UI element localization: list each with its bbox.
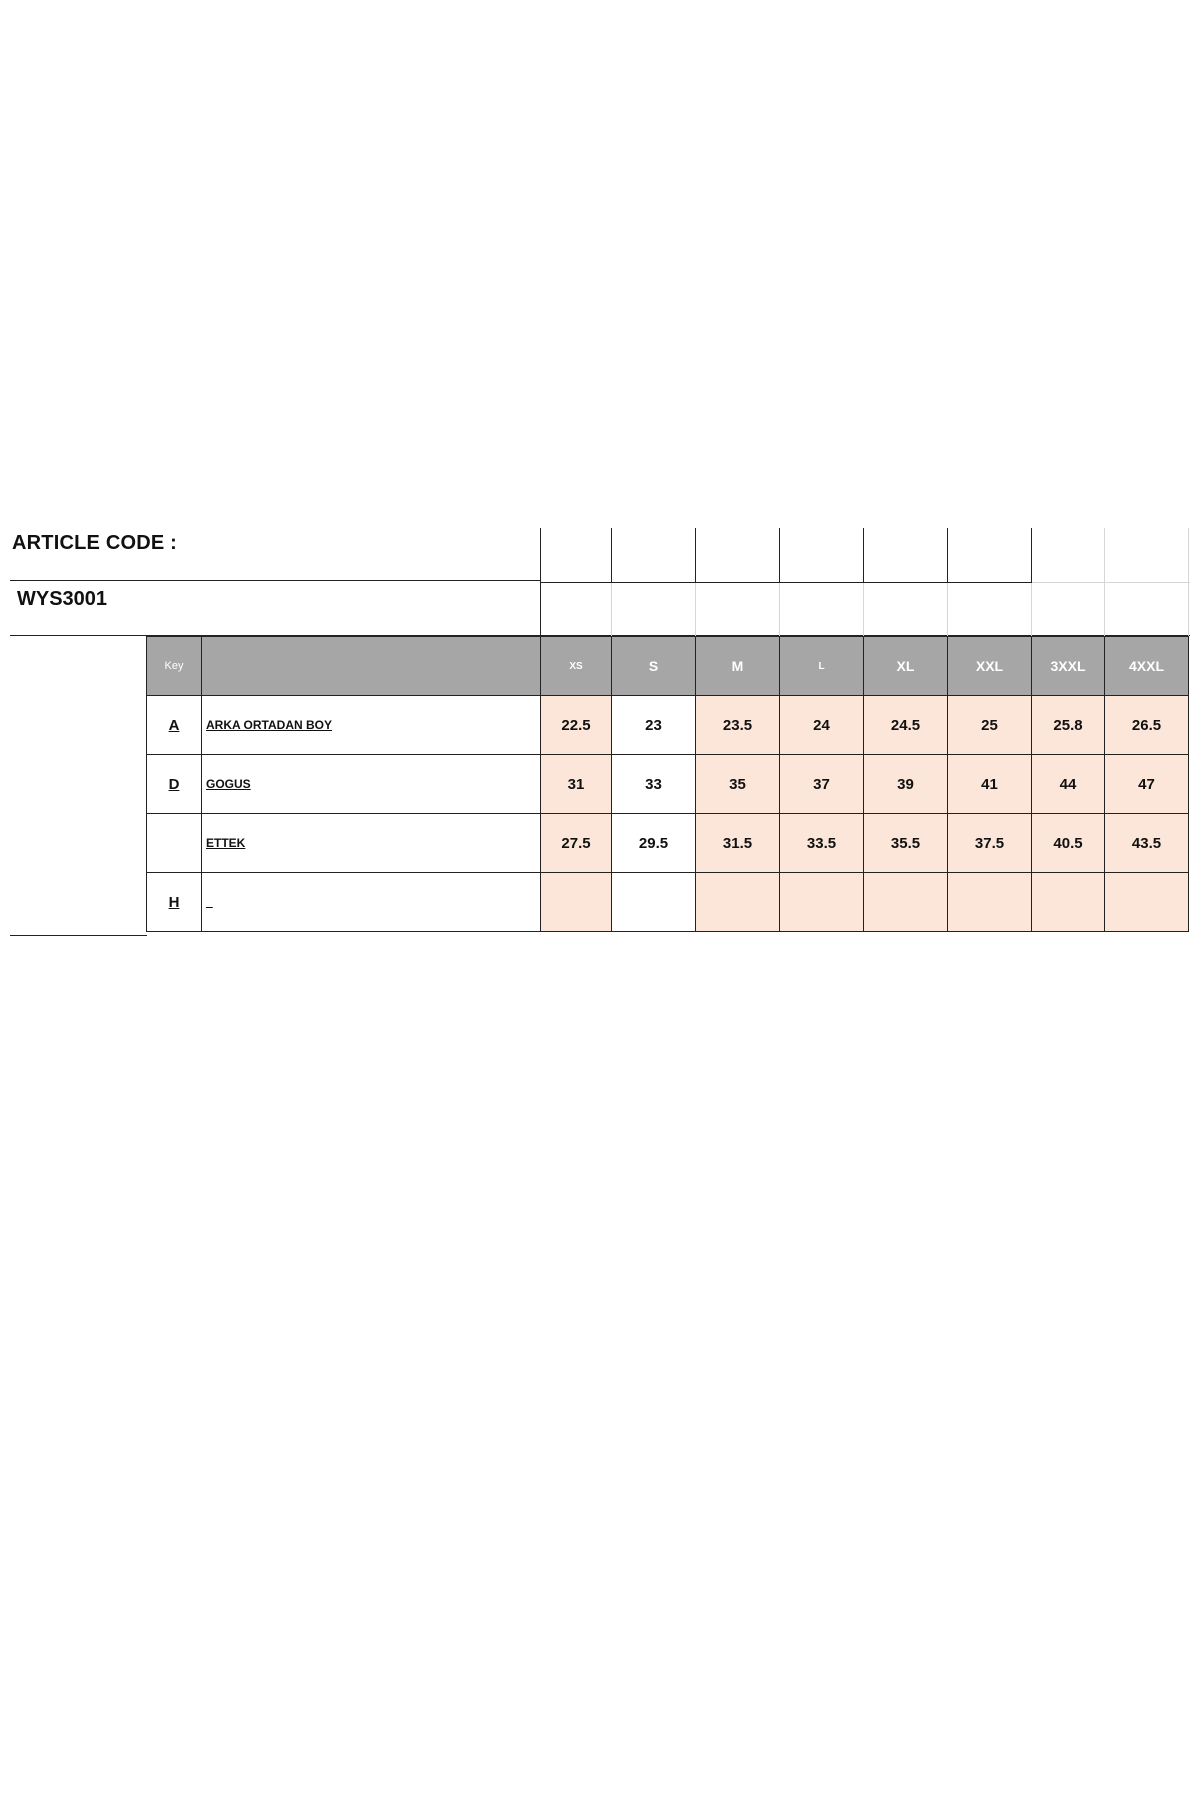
article-code-value: WYS3001: [17, 588, 108, 610]
size-value: [696, 873, 780, 932]
row-description: GOGUS: [202, 755, 541, 814]
size-value: 26.5: [1105, 696, 1189, 755]
size-header-4xxl: 4XXL: [1105, 637, 1189, 696]
size-value: [1032, 873, 1105, 932]
size-value: [1105, 873, 1189, 932]
size-value: 33.5: [780, 814, 864, 873]
size-value: [612, 873, 696, 932]
size-value: 24: [780, 696, 864, 755]
size-value: 41: [948, 755, 1032, 814]
row-description: ETTEK: [202, 814, 541, 873]
size-value: 33: [612, 755, 696, 814]
size-value: [780, 873, 864, 932]
top-grid-line: [611, 528, 612, 583]
row-key: [147, 814, 202, 873]
size-value: 35: [696, 755, 780, 814]
row-description: _: [202, 873, 541, 932]
size-value: 23.5: [696, 696, 780, 755]
article-code-label: ARTICLE CODE :: [12, 532, 178, 554]
size-value: 47: [1105, 755, 1189, 814]
size-value: 23: [612, 696, 696, 755]
size-value: 29.5: [612, 814, 696, 873]
size-value: 25: [948, 696, 1032, 755]
table-row: [147, 755, 1189, 814]
size-value: 31: [541, 755, 612, 814]
size-value: 37.5: [948, 814, 1032, 873]
light-grid-line: [779, 583, 780, 636]
top-grid-line: [540, 582, 1032, 583]
light-grid-line: [695, 583, 696, 636]
size-table: [146, 636, 1189, 932]
article-code-underline: [10, 580, 540, 581]
size-value: 40.5: [1032, 814, 1105, 873]
size-header-xs: XS: [541, 637, 612, 696]
size-value: 24.5: [864, 696, 948, 755]
top-grid-line: [695, 528, 696, 583]
size-header-xxl: XXL: [948, 637, 1032, 696]
size-value: [864, 873, 948, 932]
light-grid-line: [863, 583, 864, 636]
size-value: 39: [864, 755, 948, 814]
size-value: [948, 873, 1032, 932]
description-column-header: [202, 637, 541, 696]
top-grid-line: [947, 528, 948, 583]
top-grid-line: [779, 528, 780, 583]
row-key: D: [147, 755, 202, 814]
light-grid-line: [1032, 582, 1190, 583]
size-header-row: [147, 637, 1189, 696]
size-value: 27.5: [541, 814, 612, 873]
size-value: 43.5: [1105, 814, 1189, 873]
size-value: 44: [1032, 755, 1105, 814]
size-header-s: S: [612, 637, 696, 696]
size-value: 22.5: [541, 696, 612, 755]
size-value: [541, 873, 612, 932]
size-header-m: M: [696, 637, 780, 696]
key-column-header: Key: [147, 637, 202, 696]
row-description: ARKA ORTADAN BOY: [202, 696, 541, 755]
size-value: 37: [780, 755, 864, 814]
size-value: 31.5: [696, 814, 780, 873]
table-row: [147, 696, 1189, 755]
size-value: 35.5: [864, 814, 948, 873]
row-key: H: [147, 873, 202, 932]
table-row: [147, 814, 1189, 873]
left-block-bottom-line: [10, 935, 147, 936]
light-grid-line: [947, 583, 948, 636]
light-grid-line: [1031, 583, 1032, 636]
size-header-l: L: [780, 637, 864, 696]
top-grid-line: [863, 528, 864, 583]
size-header-3xxl: 3XXL: [1032, 637, 1105, 696]
row-key: A: [147, 696, 202, 755]
size-value: 25.8: [1032, 696, 1105, 755]
table-row: [147, 873, 1189, 932]
top-grid-line: [1031, 528, 1032, 583]
light-grid-line: [611, 583, 612, 636]
size-header-xl: XL: [864, 637, 948, 696]
